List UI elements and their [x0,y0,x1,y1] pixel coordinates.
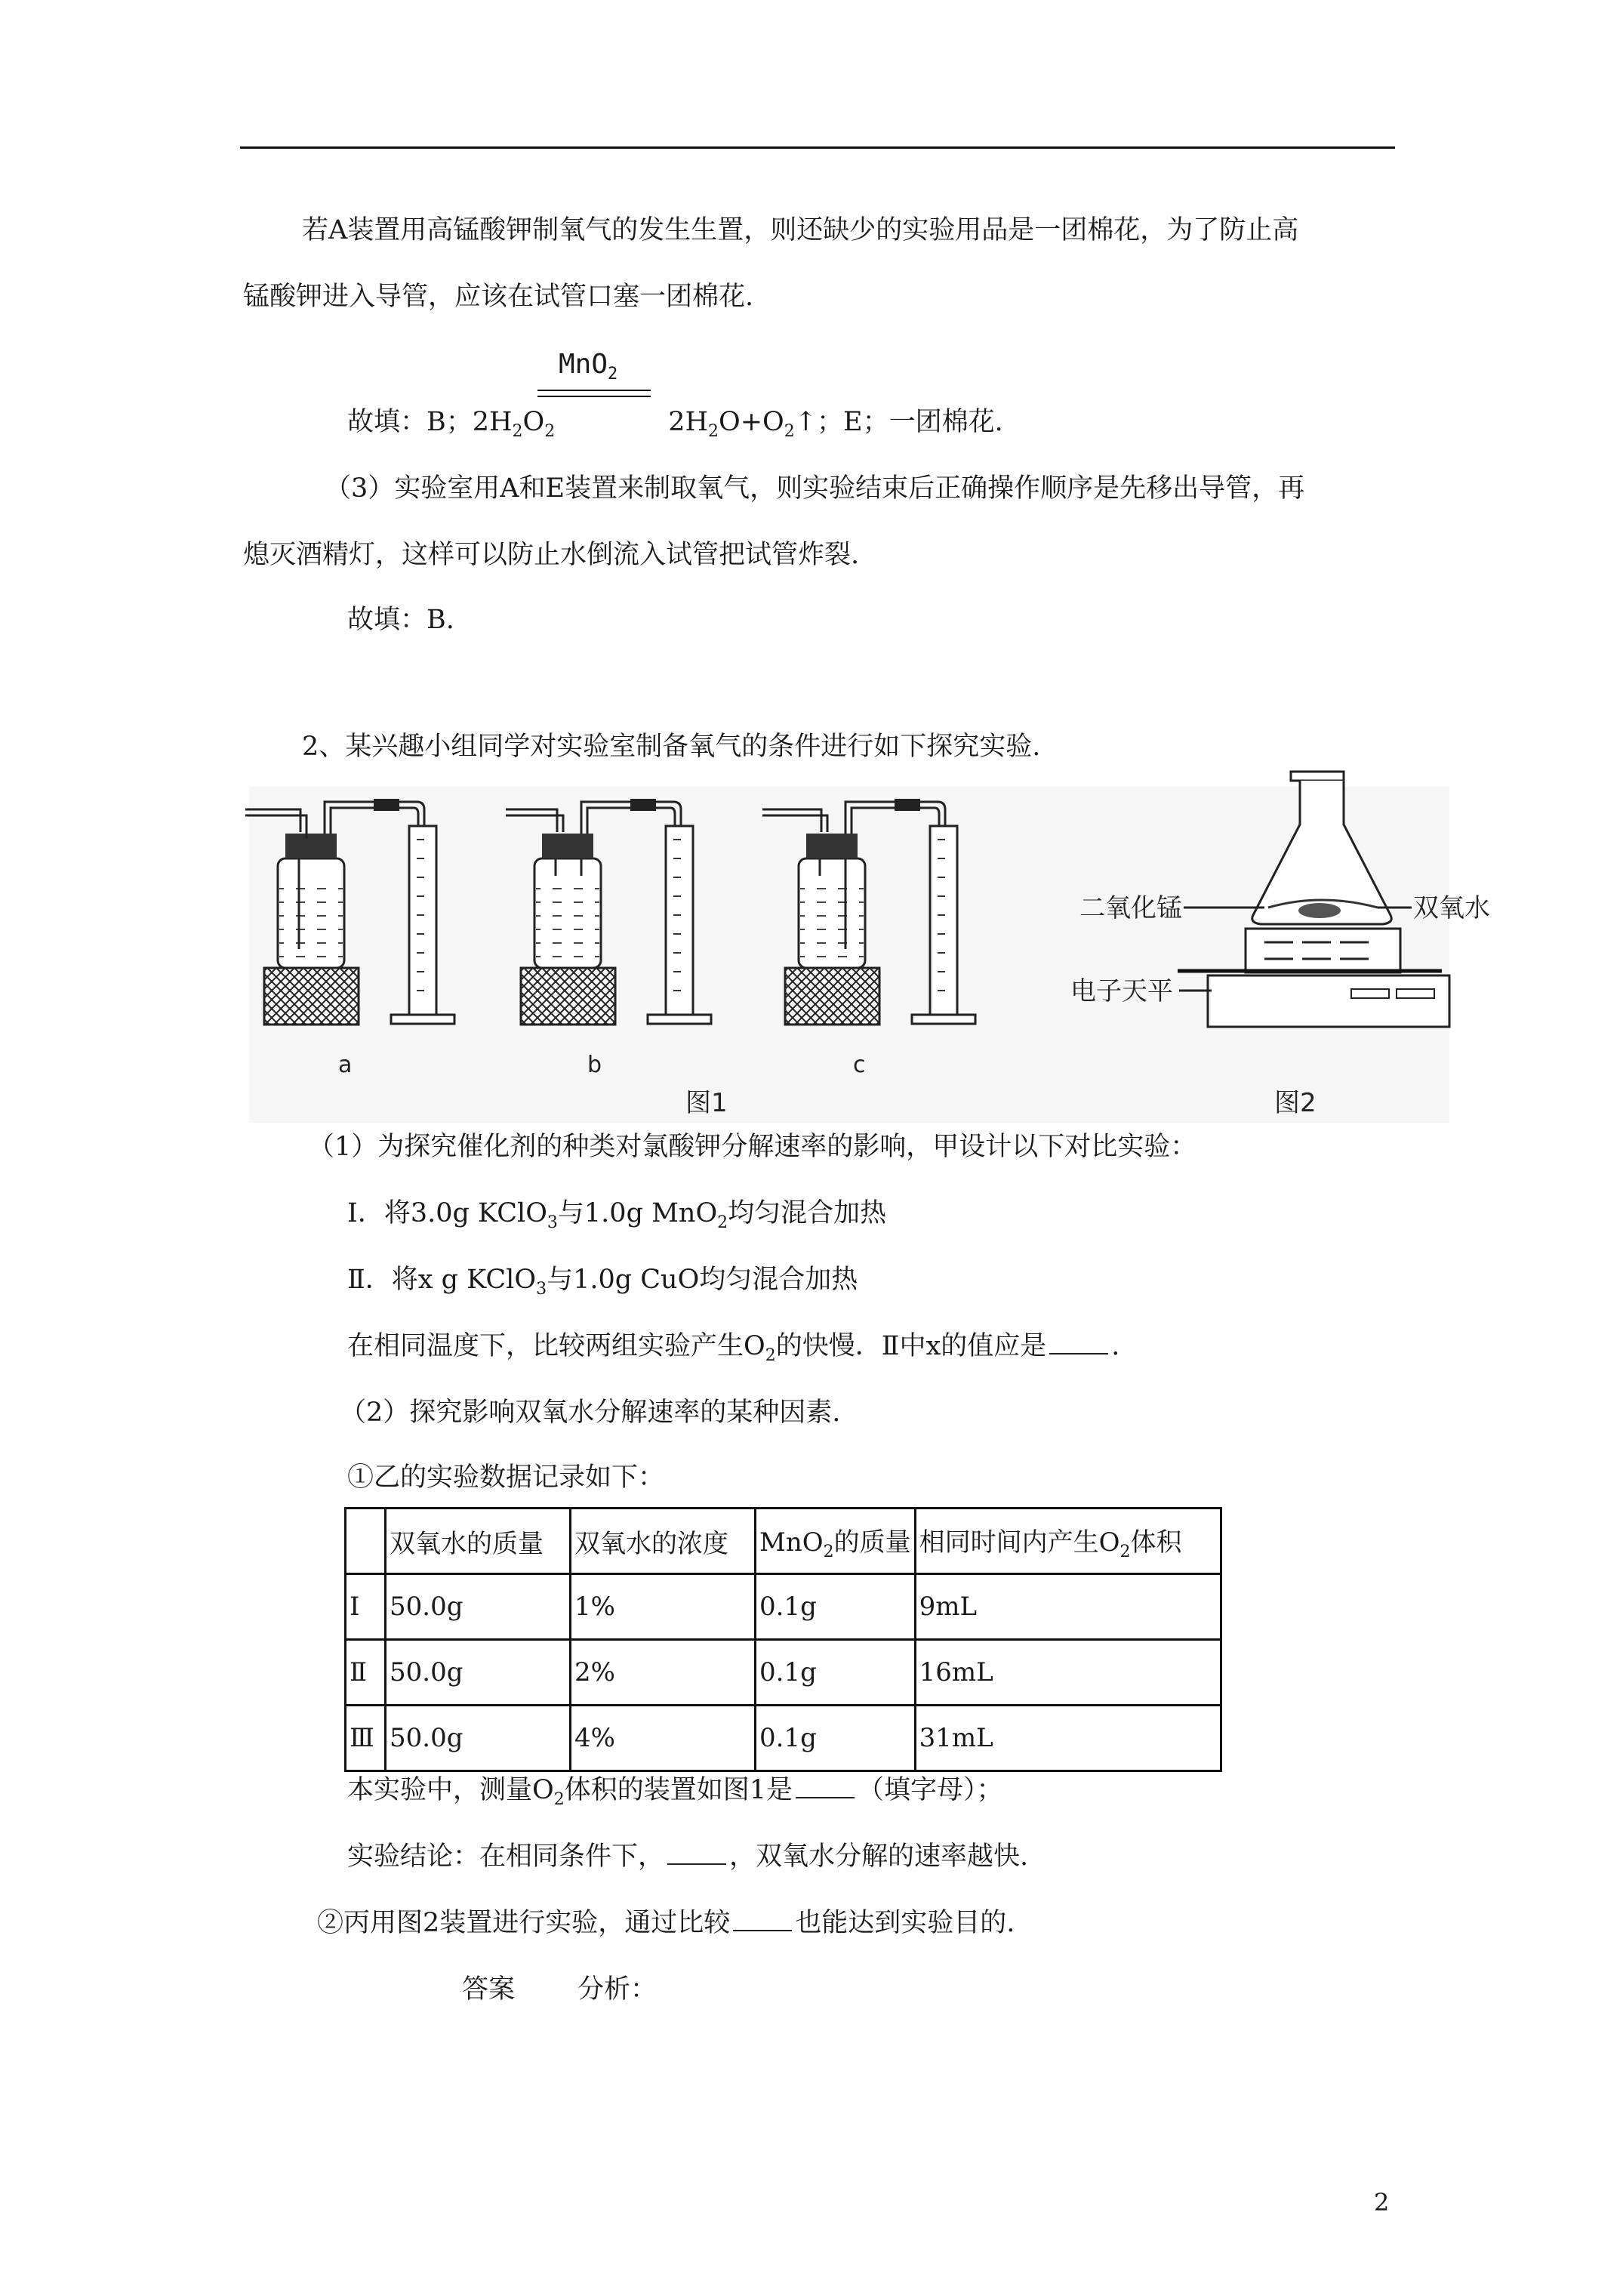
balance-label: 电子天平 [1070,976,1173,1006]
fig2-caption: 图2 [1274,1088,1317,1118]
svg-text:c: c [853,1052,866,1078]
experiment-figure [249,787,1490,1123]
table-header-cell: 双氧水的浓度 [571,1509,756,1574]
svg-text:b: b [587,1052,602,1078]
table-cell: 16mL [915,1640,1221,1706]
paragraph-1-line-2: 锰酸钾进入导管，应该在试管口塞一团棉花. [243,282,754,312]
apparatus-b [506,799,711,1078]
svg-text:a: a [338,1052,353,1078]
table-header-cell: 相同时间内产生$O_2$体积 [915,1509,1221,1574]
fig1-caption: 图1 [685,1088,728,1118]
h2o2-label: 双氧水 [1413,893,1490,923]
answer-label: 答案 [462,1974,516,2005]
table-row [346,1574,1221,1640]
table-header-row [346,1509,1221,1574]
q2-step-1: （1）为探究催化剂的种类对氯酸钾分解速率的影响，甲设计以下对比实验： [308,1132,1197,1162]
table-row [346,1640,1221,1706]
analysis-label: 分析： [577,1974,658,2005]
paragraph-3-line-2: 熄灭酒精灯，这样可以防止水倒流入试管把试管炸裂. [243,540,860,570]
question-2-title: 2、某兴趣小组同学对实验室制备氧气的条件进行如下探究实验. [302,732,1041,762]
table-header-cell [346,1509,386,1574]
q2-conclusion: 实验结论：在相同条件下， ，双氧水分解的速率越快. [347,1841,1029,1872]
header-rule [240,146,1395,149]
table-cell: Ⅱ [346,1640,386,1706]
table-cell: Ⅲ [346,1706,386,1771]
q2-measure: 本实验中，测量$O_2$体积的装置如图1是 （填字母）； [347,1775,1003,1809]
data-table [344,1507,1222,1772]
reaction-bar-bottom [537,396,651,397]
q2-step-1-ii: Ⅱ．将x g KClO$_3$与1.0g CuO均匀混合加热 [347,1265,858,1299]
table-header-cell: 双氧水的质量 [386,1509,571,1574]
table-cell: 50.0g [386,1706,571,1771]
answer-3: 故填：B. [347,605,454,635]
table-cell: 50.0g [386,1574,571,1640]
table-cell: 31mL [915,1706,1221,1771]
q2-step-2-1: ①乙的实验数据记录如下： [347,1462,665,1493]
reaction-bar-top [537,390,651,391]
paragraph-3-line-1: （3）实验室用A和E装置来制取氧气，则实验结束后正确操作顺序是先移出导管，再 [325,473,1305,504]
apparatus-illustration [249,787,1490,1123]
q2-step-2: （2）探究影响双氧水分解速率的某种因素. [340,1398,841,1428]
q2-step-2-2: ②丙用图2装置进行实验，通过比较 也能达到实验目的. [317,1908,1015,1938]
answer-blank-compare [733,1910,792,1931]
table-cell: 50.0g [386,1640,571,1706]
q2-step-1-compare: 在相同温度下，比较两组实验产生$O_2$的快慢．Ⅱ中x的值应是 . [347,1331,1120,1365]
table-cell: 4% [571,1706,756,1771]
catalyst-label: MnO$_2$ [559,349,618,384]
apparatus-balance [1070,772,1490,1027]
table-cell: 9mL [915,1574,1221,1640]
q2-step-1-i: Ⅰ．将3.0g KClO$_3$与1.0g MnO$_2$均匀混合加热 [347,1198,887,1232]
table-cell: 0.1g [756,1706,916,1771]
answer-blank-letter [796,1777,855,1798]
table-cell: Ⅰ [346,1574,386,1640]
mno2-label: 二氧化锰 [1079,893,1182,923]
apparatus-c [762,799,975,1078]
apparatus-a [245,799,454,1078]
table-cell: 1% [571,1574,756,1640]
table-header-cell: MnO$_2$的质量 [756,1509,916,1574]
answer-1: 故填：B；$2H_2O_2$ $2H_2O+O_2↑$；E；一团棉花. [347,407,1003,441]
table-cell: 0.1g [756,1574,916,1640]
answer-blank-conclusion [667,1844,726,1865]
page-number: 2 [1374,2188,1390,2217]
answer-blank-x [1049,1333,1108,1354]
table-row [346,1706,1221,1771]
paragraph-1-line-1: 若A装置用高锰酸钾制氧气的发生生置，则还缺少的实验用品是一团棉花，为了防止高 [302,215,1299,245]
table-cell: 0.1g [756,1640,916,1706]
table-cell: 2% [571,1640,756,1706]
